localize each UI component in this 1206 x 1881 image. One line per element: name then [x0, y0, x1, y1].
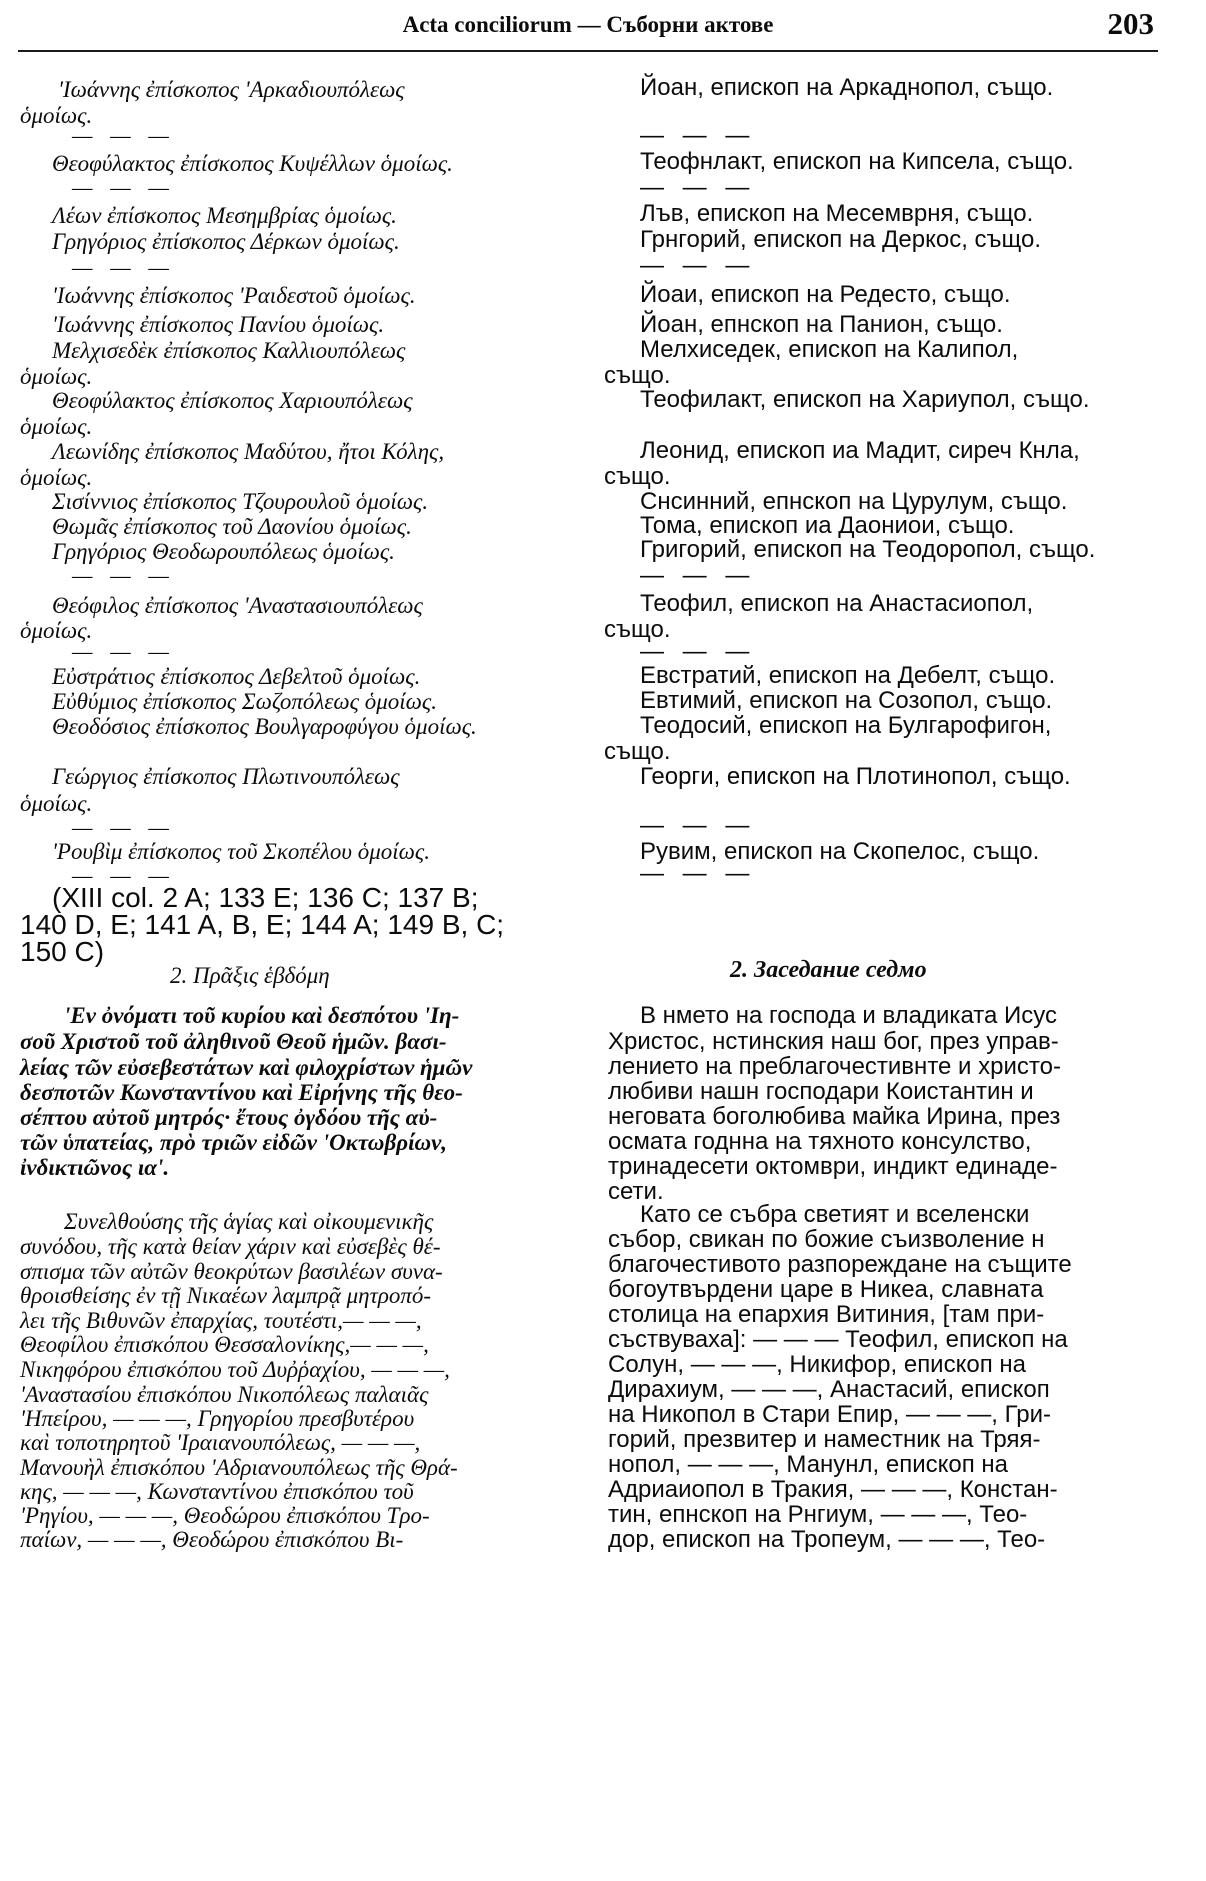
separator-dashes: — — — [640, 562, 756, 589]
text-line: λείας τῶν εὐσεβεστάτων καὶ φιλοχρίστων ἡμῶν [20, 1055, 473, 1080]
text-line: ὁμοίως. [20, 414, 93, 439]
text-line: лението на преблагочестивнте и христо- [608, 1053, 1061, 1080]
reference-line: 140 D, E; 141 A, B, E; 144 A; 149 B, C; [20, 909, 505, 940]
text-line: ὁμοίως. [20, 465, 93, 490]
text-line: неговата боголюбива майка Ирина, през [608, 1103, 1061, 1130]
text-line: συνόδου, τῆς κατὰ θείαν χάριν καὶ εὐσεβὲς θέ- [20, 1234, 441, 1259]
text-line: Евтимий, епископ на Созопол, също. [640, 687, 1053, 714]
text-line: любиви нашн господари Коистантин и [608, 1078, 1034, 1105]
text-line: 'Ρηγίου, — — —, Θεοδώρου ἐπισκόπου Τρο- [20, 1503, 430, 1528]
text-line: κης, — — —, Κωνσταντίνου ἐπισκόπου τοῦ [20, 1479, 414, 1504]
text-line: Рувим, епископ на Скопелос, също. [640, 838, 1040, 865]
section-title-bulgarian: 2. Заседание седмо [730, 957, 927, 983]
separator-dashes: — — — [640, 174, 756, 201]
text-line: Теофилакт, епископ на Хариупол, също. [640, 386, 1090, 413]
running-title: Acta conciliorum — Съборни актове [402, 12, 774, 37]
text-line: Дирахиум, — — —, Анастасий, епископ [608, 1376, 1050, 1403]
text-line: Σισίννιος ἐπίσκοπος Τζουρουλοῦ ὁμοίως. [52, 489, 429, 514]
text-line: Νικηφόρου ἐπισκόπου τοῦ Δυῤῥαχίου, — — —, [20, 1357, 450, 1382]
text-line: Θεοφύλακτος ἐπίσκοπος Κυψέλλων ὁμοίως. [52, 151, 453, 176]
text-line: 'Ρουβὶμ ἐπίσκοπος τοῦ Σκοπέλου ὁμοίως. [52, 839, 430, 864]
text-line: 'Ιωάννης ἐπίσκοπος 'Ραιδεστοῦ ὁμοίως. [52, 283, 416, 308]
text-line: ὁμοίως. [20, 618, 93, 643]
text-line: осмата годнна на тяхното консулство, [608, 1128, 1032, 1155]
separator-dashes: — — — [640, 860, 756, 887]
text-line: Εὐστράτιος ἐπίσκοπος Δεβελτοῦ ὁμοίως. [52, 664, 421, 689]
text-line: Мелхиседек, епископ на Калипол, [640, 336, 1019, 363]
text-line: Тома, епископ иа Даониои, също. [640, 512, 1015, 539]
text-line: Йоан, епископ на Аркаднопол, също. [640, 74, 1054, 101]
text-line: също. [604, 738, 671, 765]
text-line: Като се събра светият и вселенски [640, 1201, 1030, 1228]
text-line: събор, свикан по божие съизволение н [608, 1226, 1045, 1253]
separator-dashes: — — — [640, 252, 756, 279]
text-line: благочестивото разпорежданe на същите [608, 1251, 1072, 1278]
text-line: нопол, — — —, Манунл, епископ на [608, 1451, 1009, 1478]
text-line: σέπτου αὐτοῦ μητρός· ἔτους ὀγδόου τῆς αὐ- [20, 1105, 438, 1130]
text-line: на Никопол в Стари Епир, — — —, Гри- [608, 1401, 1052, 1428]
text-line: καὶ τοποτηρητοῦ 'Ιραιανουπόλεως, — — —, [20, 1430, 421, 1455]
text-line: Солун, — — —, Никифор, епископ на [608, 1351, 1026, 1378]
text-line: Λέων ἐπίσκοπος Μεσημβρίας ὁμοίως. [52, 203, 397, 228]
text-line: 'Εν ὀνόματι τοῦ κυρίου καὶ δεσπότου 'Ιη- [64, 1003, 460, 1028]
text-line: столица на епархия Витиния, [там при- [608, 1301, 1045, 1328]
text-line: ἰνδικτιῶνος ια'. [20, 1155, 170, 1180]
text-line: 'Ηπείρου, — — —, Γρηγορίου πρεσβυτέρου [20, 1406, 415, 1431]
text-line: Θεόφιλος ἐπίσκοπος 'Αναστασιουπόλεως [52, 593, 423, 618]
text-line: Γρηγόριος Θεοδωρουπόλεως ὁμοίως. [52, 539, 395, 564]
separator-dashes: — — — [640, 638, 756, 665]
text-line: τῶν ὑπατείας, πρὸ τριῶν εἰδῶν 'Οκτωβρίων, [20, 1130, 448, 1155]
text-line: Θεοδόσιος ἐπίσκοπος Βουλγαροφύγου ὁμοίως. [52, 714, 477, 739]
text-line: θροισθείσης ἐν τῇ Νικαέων λαμπρᾷ μητροπό- [20, 1283, 432, 1308]
separator-dashes: — — — [72, 563, 175, 588]
text-line: Теодосий, епископ на Булгарофигон, [640, 712, 1052, 739]
text-line: Йоан, епнскоп на Панион, също. [640, 311, 1003, 338]
text-line: Адриаиопол в Тракия, — — —, Констан- [608, 1476, 1058, 1503]
text-line: ὁμοίως. [20, 791, 93, 816]
separator-dashes: — — — [72, 123, 175, 148]
text-line: 'Αναστασίου ἐπισκόπου Νικοπόλεως παλαιᾶς [20, 1382, 429, 1407]
reference-line: (XIII col. 2 A; 133 E; 136 C; 137 B; [52, 882, 479, 913]
separator-dashes: — — — [72, 175, 175, 200]
text-line: сети. [608, 1178, 664, 1205]
text-line: Теофнлакт, епископ на Кипсела, също. [640, 148, 1074, 175]
text-line: Θεοφίλου ἐπισκόπου Θεσσαλονίκης,— — —, [20, 1332, 429, 1357]
separator-dashes: — — — [640, 812, 756, 839]
text-line: Γεώργιος ἐπίσκοπος Πλωτινουπόλεως [52, 764, 400, 789]
text-line: съствуваха]: — — — Теофил, епископ на [608, 1326, 1068, 1353]
text-line: Грнгорий, епископ на Деркос, също. [640, 226, 1042, 253]
text-line: също. [604, 463, 671, 490]
text-line: 'Ιωάννης ἐπίσκοπος 'Αρκαδιουπόλεως [58, 77, 405, 102]
separator-dashes: — — — [72, 255, 175, 280]
text-line: Снсинний, епнскоп на Цурулум, също. [640, 488, 1068, 515]
text-line: тин, епнскоп на Рнгиум, — — —, Тео- [608, 1501, 1028, 1528]
text-line: Θεοφύλακτος ἐπίσκοπος Χαριουπόλεως [52, 388, 413, 413]
text-line: Συνελθούσης τῆς ἁγίας καὶ οἰκουμενικῆς [64, 1209, 434, 1234]
text-line: Теофил, епископ на Анастасиопол, [640, 590, 1034, 617]
text-line: παίων, — — —, Θεοδώρου ἐπισκόπου Βι- [20, 1527, 404, 1552]
text-line: Леонид, епископ иа Мадит, сиреч Кнла, [640, 437, 1080, 464]
section-title-greek: 2. Πρᾶξις ἑβδόμη [170, 963, 330, 988]
reference-line: 150 C) [20, 936, 105, 967]
separator-dashes: — — — [72, 815, 175, 840]
separator-dashes: — — — [640, 122, 756, 149]
text-line: σοῦ Χριστοῦ τοῦ ἀληθινοῦ Θεοῦ ἡμῶν. βασι- [20, 1029, 447, 1054]
text-line: 'Ιωάννης ἐπίσκοπος Πανίου ὁμοίως. [52, 312, 385, 337]
text-line: δεσποτῶν Κωνσταντίνου καὶ Εἰρήνης τῆς θεο- [20, 1080, 463, 1105]
text-line: горий, презвитер и наместник на Тряя- [608, 1426, 1041, 1453]
text-line: ὁμοίως. [20, 103, 93, 128]
text-line: дор, епископ на Тропеум, — — —, Тео- [608, 1526, 1046, 1553]
text-line: Евстратий, епископ на Дебелт, също. [640, 662, 1056, 689]
text-line: също. [604, 362, 671, 389]
separator-dashes: — — — [72, 639, 175, 664]
text-line: λει τῆς Βιθυνῶν ἐπαρχίας, τουτέστι,— — —, [20, 1308, 422, 1333]
text-line: ὁμοίως. [20, 364, 93, 389]
text-line: тринадесети октомври, индикт единаде- [608, 1153, 1058, 1180]
text-line: Μανουὴλ ἐπισκόπου 'Αδριανουπόλεως τῆς Θρά- [20, 1455, 458, 1480]
text-line: Λεωνίδης ἐπίσκοπος Μαδύτου, ἤτοι Κόλης, [52, 439, 445, 464]
page-header [18, 4, 1158, 52]
text-line: Εὐθύμιος ἐπίσκοπος Σωζοπόλεως ὁμοίως. [52, 689, 437, 714]
separator-dashes: — — — [72, 863, 175, 888]
text-line: Γρηγόριος ἐπίσκοπος Δέρκων ὁμοίως. [52, 229, 400, 254]
text-line: Θωμᾶς ἐπίσκοπος τοῦ Δαονίου ὁμοίως. [52, 514, 412, 539]
text-line: Георги, епископ на Плотинопол, също. [640, 763, 1071, 790]
text-line: Μελχισεδὲκ ἐπίσκοπος Καλλιουπόλεως [52, 338, 406, 363]
text-line: Григорий, епископ на Теодоропол, също. [640, 536, 1096, 563]
text-line: Лъв, епископ на Месемврня, също. [640, 200, 1034, 227]
text-line: също. [604, 616, 671, 643]
page-number: 203 [1107, 6, 1154, 41]
text-line: богоутвърдени царе в Никеа, славната [608, 1276, 1044, 1303]
text-line: σπισμα τῶν αὐτῶν θεοκρύτων βασιλέων συνα- [20, 1259, 443, 1284]
text-line: Христос, нстинския наш бог, през управ- [608, 1028, 1059, 1055]
text-line: В нмето на господа и владиката Исус [640, 1002, 1057, 1029]
text-line: Йоаи, епископ на Редесто, също. [640, 281, 1011, 308]
